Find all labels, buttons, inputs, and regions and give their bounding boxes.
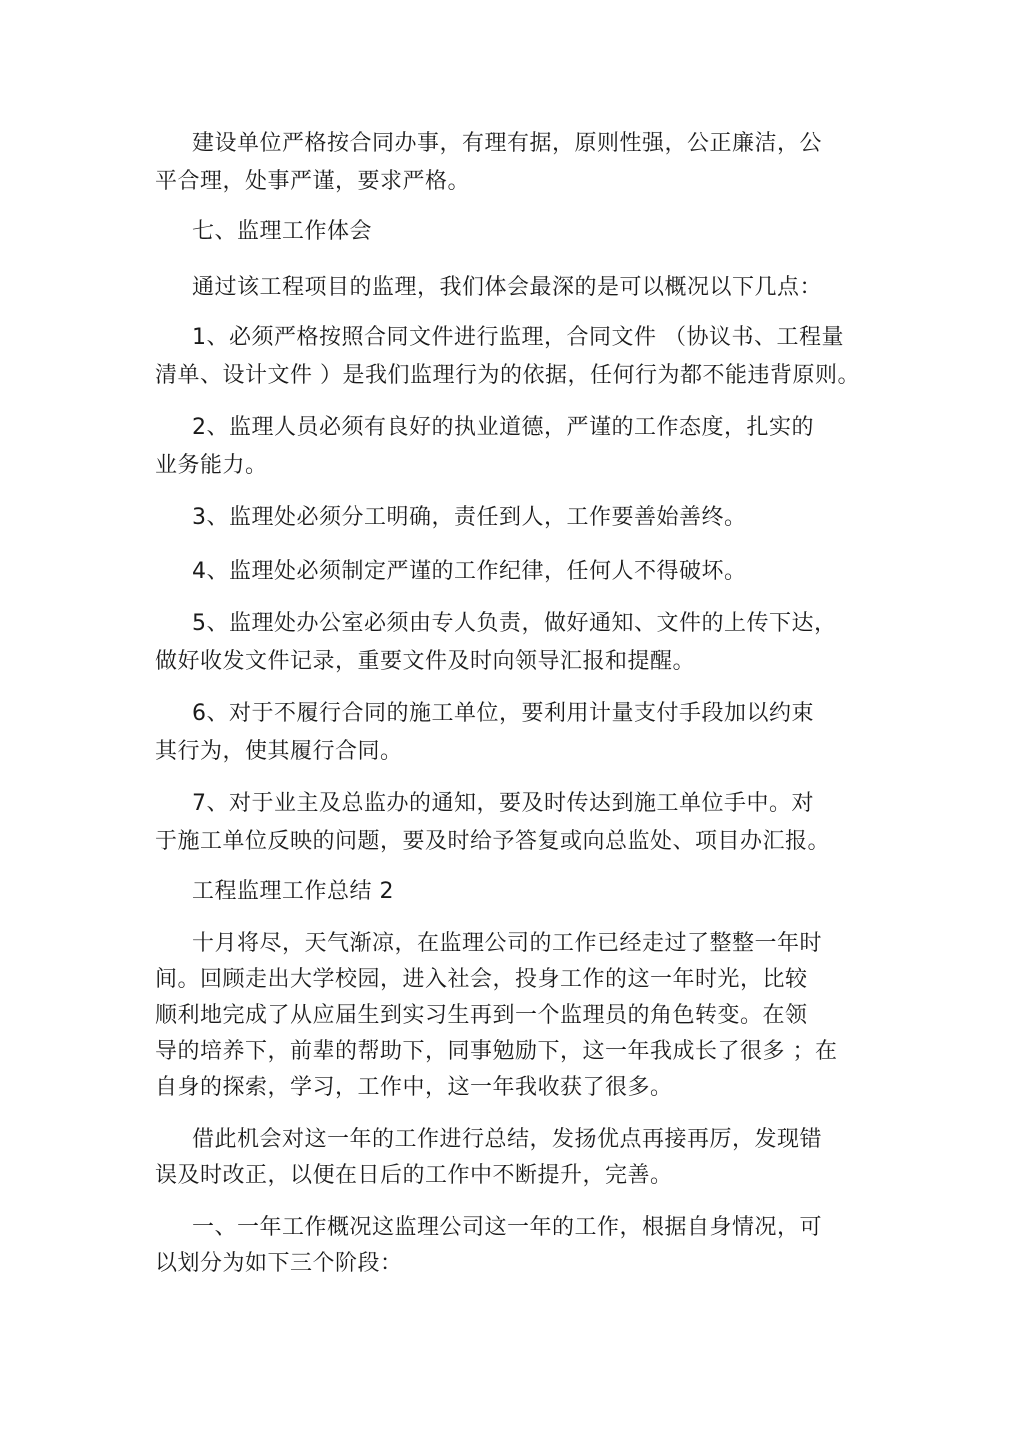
list-item-line: 1、必须严格按照合同文件进行监理，合同文件 （协议书、工程量 [192, 325, 844, 350]
list-item-line: 4、监理处必须制定严谨的工作纪律，任何人不得破坏。 [192, 559, 747, 584]
text-line: 平合理，处事严谨，要求严格。 [155, 169, 471, 194]
section-title: 工程监理工作总结 2 [192, 879, 394, 904]
text-line: 导的培养下，前辈的帮助下，同事勉励下，这一年我成长了很多 ；在 [155, 1039, 838, 1064]
text-line: 借此机会对这一年的工作进行总结，发扬优点再接再厉，发现错 [192, 1127, 823, 1152]
list-item-line: 5、监理处办公室必须由专人负责，做好通知、文件的上传下达， [192, 611, 837, 636]
list-item-line: 其行为，使其履行合同。 [155, 739, 403, 764]
list-item-line: 2、监理人员必须有良好的执业道德，严谨的工作态度，扎实的 [192, 415, 814, 440]
list-item-line: 3、监理处必须分工明确，责任到人，工作要善始善终。 [192, 505, 747, 530]
text-line: 顺利地完成了从应届生到实习生再到一个监理员的角色转变。在领 [155, 1003, 808, 1028]
list-item-line: 清单、设计文件 ）是我们监理行为的依据，任何行为都不能违背原则。 [155, 363, 860, 388]
text-line: 十月将尽，天气渐凉，在监理公司的工作已经走过了整整一年时 [192, 931, 823, 956]
text-line: 误及时改正，以便在日后的工作中不断提升，完善。 [155, 1163, 673, 1188]
text-line: 通过该工程项目的监理，我们体会最深的是可以概况以下几点： [192, 275, 823, 300]
text-line: 自身的探索，学习，工作中，这一年我收获了很多。 [155, 1075, 673, 1100]
list-item-line: 6、对于不履行合同的施工单位，要利用计量支付手段加以约束 [192, 701, 814, 726]
section-heading: 七、监理工作体会 [192, 219, 373, 244]
list-item-line: 做好收发文件记录，重要文件及时向领导汇报和提醒。 [155, 649, 696, 674]
text-line: 以划分为如下三个阶段： [155, 1251, 403, 1276]
text-line: 建设单位严格按合同办事，有理有据，原则性强，公正廉洁，公 [192, 131, 823, 156]
list-item-line: 业务能力。 [155, 453, 268, 478]
list-item-line: 7、对于业主及总监办的通知，要及时传达到施工单位手中。对 [192, 791, 814, 816]
text-line: 间。回顾走出大学校园，进入社会，投身工作的这一年时光，比较 [155, 967, 808, 992]
text-line: 一、一年工作概况这监理公司这一年的工作，根据自身情况，可 [192, 1215, 823, 1240]
list-item-line: 于施工单位反映的问题，要及时给予答复或向总监处、项目办汇报。 [155, 829, 831, 854]
